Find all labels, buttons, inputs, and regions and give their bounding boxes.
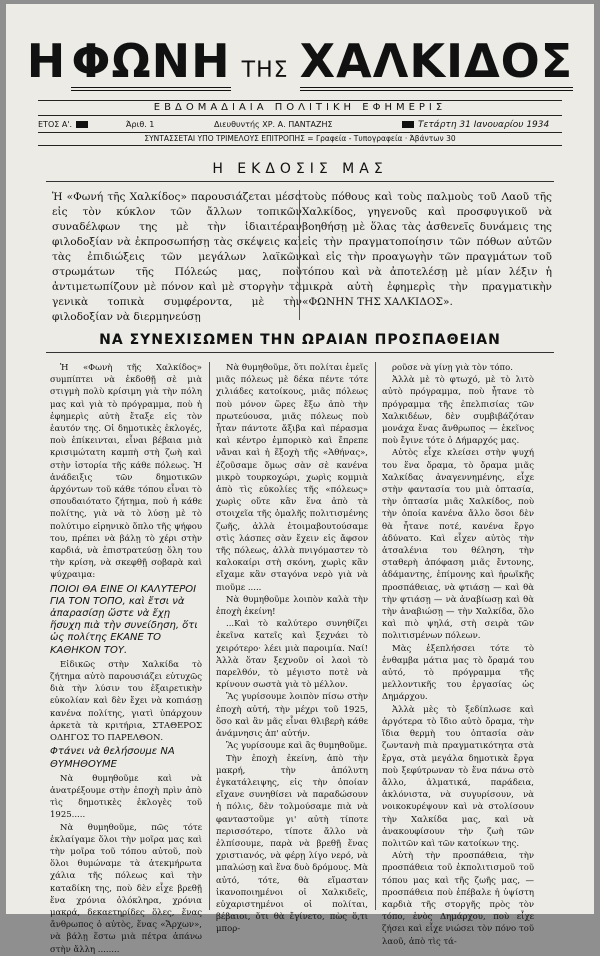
editorial-right-column: τοὺς πόθους καὶ τοὺς παλμοὺς τοῦ Λαοῦ τῆς Χαλκίδος, γηγενοῦς καὶ προσφυγικοῦ νὰ βοηθήσῃ μὲ ὅλας τὰς ἀσθενεῖς δυνάμεις της εἰς τὴν πραγματοποίησιν τῶν πόθων αὐτῶν καὶ εἰς τὴν προαγωγὴν τῶν πραγμάτων τοῦ τόπου καὶ νὰ ἀποτελέσῃ μὲ μίαν λέξιν ἡ μικρὰ αὐτὴ ἐφημερὶς τὴν πραγματικὴν «ΦΩΝΗΝ ΤΗΣ ΧΑΛΚΙΔΟΣ». [302, 191, 552, 308]
paragraph: ροῦσε νὰ γίνῃ γιὰ τὸν τόπο. [392, 363, 513, 373]
director: Διευθυντής ΧΡ. Α. ΠΑΝΤΑΖΗΣ [214, 120, 333, 129]
paragraph: Ἂς γυρίσουμε λοιπὸν πίσω στὴν ἐποχὴ αὐτή, τὴν μέχρι τοῦ 1925, ὅσο καὶ ἂν μᾶς εἶναι θλιβερὴ κάθε ἀνάμνησις ἀπ' αὐτήν. [216, 692, 368, 740]
article-column-2 [216, 362, 368, 936]
box-ornament-icon [402, 121, 414, 128]
paragraph: Αὐτὸς εἶχε κλείσει στὴν ψυχή του ἕνα ὄραμα, τὸ ὄραμα μιᾶς Χαλκίδας ἀναγεννημένης, εἶχε στὴν φαντασία του μιὰ ὁπτασία, τὴν ὀπτασία μιᾶς Χαλκίδος, ποὺ τὴν ὁποία κανένα ἄλλο ὅσοι δὲν θὰ ἦτανε ποτέ, κανένα ἔργο ἀδύνατο. Καὶ εἶχεν αὐτὸς τὴν ἀτσαλένια του θέληση, τὴν σταθερὴ ἀπόφαση μιᾶς ἔντονης, ἀδάμαντης, ἐπίμονης καὶ ἡρωϊκῆς προσπάθειας, νὰ φτιάσῃ — καὶ θὰ τὴν φτιάσῃ — νὰ ἀναβίωσῃ καὶ θὰ τὴν ἀναβιώσῃ — τὴν Χαλκίδα, ὅλο καὶ πιὸ ψηλά, στὴ σειρὰ τῶν πολιτισμένων πόλεων. [382, 448, 534, 642]
subtitle: ΕΒΔΟΜΑΔΙΑΙΑ ΠΟΛΙΤΙΚΗ ΕΦΗΜΕΡΙΣ [153, 102, 447, 113]
newspaper-page [6, 4, 594, 955]
divider [46, 181, 554, 182]
column-divider [209, 362, 210, 910]
paragraph: Ἂς γυρίσουμε καὶ ἂς θυμηθοῦμε. [226, 741, 368, 752]
editorial-left-column: Ἡ «Φωνή τῆς Χαλκίδος» παρουσιάζεται μέσα εἰς τὸν κύκλον τῶν ἄλλων τοπικῶν συναδέλφων της μὲ τὴν ἰδιαιτέραν φιλοδοξίαν νὰ ἐκπροσωπήσῃ τὰς σκέψεις καὶ τὰς ἐπιδιώξεις τῶν μεγάλων λαϊκῶν στρωμάτων τῆς Πόλεώς μας, ποὺ ἀντιμετωπίζουν μὲ πόνον καὶ μὲ στοργὴν τὰ γενικὰ τοπικὰ συμφέροντα, μὲ τὴν φιλοδοξίαν νὰ διερμηνεύσῃ [52, 191, 302, 323]
editorial-committee-line: ΣΥΝΤΑΣΣΕΤΑΙ ΥΠΟ ΤΡΙΜΕΛΟΥΣ ΕΠΙΤΡΟΠΗΣ = Γραφεία - Τυπογραφεία · Άβάντων 30 [38, 132, 562, 146]
masthead-word-1: Η [26, 34, 67, 88]
divider [46, 352, 554, 353]
paragraph: Εἰδικῶς στὴν Χαλκίδα τὸ ζήτημα αὐτὸ παρουσιάζει εὐτυχῶς διὰ τὴν λύσιν του ἐξαιρετικὴν εὐκολίαν καὶ δὲν ἔχει νὰ κοπιάσῃ κανένα πολίτης, γιατὶ ὑπάρχουν ἀρκετὰ τὰ κριτήρια, ΣΤΑΘΕΡΟΣ ΟΔΗΓΟΣ ΤΟ ΠΑΡΕΛΘΟΝ. [50, 659, 202, 744]
subtitle-bar [38, 100, 562, 116]
paragraph: Μὰς ἐξεπλήσσει τότε τὸ ἐνθαμβα μάτια μας τὸ ὄραμά του αὐτό, τὸ πρόγραμμα τῆς μελλοντικῆς του ἐργασίας ὡς Δημάρχου. [382, 643, 534, 703]
masthead-word-3: ΤΗΣ [241, 58, 289, 83]
paragraph: Νὰ θυμηθοῦμε, ὅτι πολίται ἐμεῖς μιᾶς πόλεως μὲ δέκα πέντε τότε χιλιάδες κατοίκους, μιᾶς πόλεως ποὺ μόνον ὥρες ἔξω ἀπὸ τὴν πρωτεύουσα, μιᾶς πόλεως ποὺ ἦταν πάντοτε ἄξιβα καὶ πέρασμα καὶ κέντρο ἐμπορικὸ καὶ ἔπρεπε νἄναι καὶ ἡ ἕξοχὴ τῆς «Ἀθήνας», ἐζοῦσαμε ὅμως σὰν σὲ κανένα μικρὸ τουρκοχώρι, χωρὶς κομμιὰ ἀπὸ τὶς εὐκολίες τῆς «πόλεως» χωρὶς οὔτε κἂν ἕνα ἀπὸ τὰ στοιχεῖα τῆς ὁμαλῆς πολιτισμένης ζωῆς, ἀλλὰ ἐτοιμαβουτούσαμε στὶς λάσπες σὰν ἔχειν εἰς ἄφσον τῆς πόλεως, ἀλλὰ πνιγόμαστεν τὸ καλοκαίρι στὴ σκόνη, χωρὶς κἂν εἴχαμε κἂν σταγόνα νερὸ γιὰ νὰ πιοῦμε ..... [216, 363, 368, 593]
article-column-3 [382, 362, 534, 948]
headline-editorial: Η ΕΚΔΟΣΙΣ ΜΑΣ [212, 161, 388, 177]
masthead-word-4: ΧΑΛΚΙΔΟΣ [300, 35, 574, 91]
article-column-1 [50, 362, 202, 956]
masthead [6, 34, 594, 102]
paragraph: ...Καὶ τὸ καλύτερο συνηθίζει ἐκεῖνα κατεῖς καὶ ξεχνάει τὸ χειρότερο· λέει μιὰ παροιμία. Ναί! Ἀλλὰ ὅταν ξεχνοῦν οἱ λαοὶ τὸ παρελθόν, τὸ μέγιστο ποτὲ νὰ κρίνουν σωστὰ γιὰ τὸ μέλλον. [216, 619, 368, 691]
column-divider [375, 362, 376, 910]
paragraph: Νὰ θυμηθοῦμε λοιπὸν καλὰ τὴν ἐποχὴ ἐκείνη! [216, 594, 368, 618]
headline-main-article: ΝΑ ΣΥΝΕΧΙΣΩΜΕΝ ΤΗΝ ΩΡΑΙΑΝ ΠΡΟΣΠΑΘΕΙΑΝ [99, 332, 501, 348]
paragraph: Νὰ θυμηθοῦμε, πῶς τότε ἐκλαίγαμε ὅλοι τὴν μοῖρα μας καὶ τὴν μοῖρα τοῦ τόπου αὐτοῦ, ποὺ ὅλοι θυμώναμε τὰ ἀτεκμήρωτα χάλια τῆς πόλεως καὶ τὴν καταδίκη της, ποὺ δὲν εἶχε βρεθῇ ἕνα χρόνια ὀλόκληρα, χρόνια μακρά, δεκαετηρίδες ὅλες, ἕνας ἄνθρωπος ὁ αὐτὸς, ἕνας «Ἄρχων», νὰ βάλῃ ἕστω μιὰ πέτρα ἀπάνω στὴν ἄλλη ........ [50, 822, 202, 955]
paragraph: Αὐτὴ τὴν προσπάθεια, τὴν προσπάθεια τοῦ ἐκπολιτισμοῦ τοῦ τόπου μας καὶ τῆς ζωῆς μας, — προσπάθεια ποὺ ἐπέβαλε ἡ ὑψίστη καρδιὰ τῆς στοργῆς πρὸς τὸν τόπο, ἑνὸς Δημάρχου, ποὺ εἶχε ζήσει καὶ εἶχε νιώσει τὸν πόνο τοῦ λαοῦ, ἀπὸ τὶς τά- [382, 851, 534, 947]
paragraph: Νὰ θυμηθοῦμε καὶ νὰ ἀνατρέξουμε στὴν ἐποχὴ πρὶν ἀπὸ τὶς δημοτικὲς ἐκλογὲς τοῦ 1925..... [50, 773, 202, 821]
highlight-paragraph: ΠΟΙΟΙ ΘΑ ΕΙΝΕ ΟΙ ΚΑΛΥΤΕΡΟΙ ΓΙΑ ΤΟΝ ΤΟΠΟ, καὶ ἔτσι νὰ ἀπαρασίσῃ ὥστε νὰ ἔχῃ ἥσυχη πιὰ τὴν συνείδηση, ὅτι ὡς πολίτης ΕΚΑΝΕ ΤΟ ΚΑΘΗΚΟΝ ΤΟΥ. [50, 583, 198, 656]
paragraph: Ἀλλὰ μὲ τὸ φτωχό, μὲ τὸ λιτὸ αὐτὸ πρόγραμμα, ποὺ ἦτανε τὸ πρόγραμμα τῆς ἐπελπισίας τῶν Χαλκιδέων, δὲν συμβιβάζόταν μονάχα ἕνας ἄνθρωπος — ἐκεῖνος ποὺ ἔγινε τότε ὁ Δήμαρχός μας. [382, 375, 534, 447]
highlight-paragraph: Φτάνει νὰ θελήσουμε ΝΑ ΘΥΜΗΘΟΥΜΕ [50, 746, 175, 770]
paragraph: Ἡ «Φωνὴ τῆς Χαλκίδος» συμπίπτει νὰ ἐκδοθῇ σὲ μιὰ στιγμὴ πολὺ κρίσιμη γιὰ τὴν πόλη μας καὶ γιὰ τὸ πρόγραμμα, ποὺ ἡ ἐφημερὶς αὐτὴ ἔταξε εἰς τὸν ἑαυτόν της. Οἱ δημοτικὲς ἐκλογές, ποὺ ἐπίκεινται, εἶναι βέβαια μιὰ κρισιμώτατη καμπὴ στὴ ζωὴ καὶ στὴν ἱστορία τῆς κάθε πόλεως. Ἡ ἀνάδειξις τῶν δημοτικῶν ἀρχόντων τοῦ κάθε τόπου εἶναι τὸ σπουδαιότατο ζήτημα, ποὺ ἡ κάθε πολίτης, γιὰ νὰ τὸ λύσῃ μὲ τὸ πολύτιμο εἰρηνικὸ ὅπλο τῆς ψήφου του, πρέπει νὰ βάλῃ τὸ χέρι στὴν καρδιά, νὰ ἐπιστρατεύσῃ ὅλη του τὴν κρίση, νὰ σκεφθῇ σοβαρὰ καὶ ψύχραιμα: [50, 363, 202, 581]
masthead-word-2: ΦΩΝΗ [71, 35, 230, 91]
paragraph: Ἀλλὰ μὲς τὸ ξεδίπλωσε καὶ ἀργότερα τὸ ἴδιο αὐτὸ ὄραμα, τὴν ἴδια θερμὴ του ὀπτασία σὰν ζωντανὴ πιὰ πραγματικότητα στὰ ἔργα, στὰ μεγάλα δημοτικὰ ἔργα ποὺ ξεφύτρωναν τὸ ἕνα πάνω στὸ ἄλλο, ἁλματικά, παράδεια, ἀκλόνιστα, νὰ συγυρίσουν, νὰ νοικοκυρέψουν καὶ νὰ στολίσουν τὴν Χαλκίδα μας, καὶ νὰ ἀνακουφίσουν τὴν ζωὴ τῶν πολιτῶν καὶ τῶν κατοίκων της. [382, 704, 534, 849]
issue-number: Άριθ. 1 [126, 120, 155, 129]
issue-info-line [38, 118, 562, 132]
date-line: Τετάρτη 31 Ιανουαρίου 1934 [398, 120, 549, 130]
column-divider [299, 190, 300, 320]
box-ornament-icon [76, 121, 88, 128]
paragraph: Τὴν ἐποχὴ ἐκείνη, ἀπὸ τὴν μακρή, τὴν ἀπόλυτη ἐγκατάλειψης, εἰς τὴν ὁποίαν εἴχανε συνηθίσει νὰ παραδώσουν ἡ πόλις, δὲν τολμούσαμε πιὰ νὰ φανταστοῦμε γι' αὐτὴ τίποτε περισσότερο, τίποτε ἄλλο νὰ ἐλπίσουμε, παρὰ νὰ βρεθῇ ἕνας χριστιανός, νὰ φέρῃ λίγο νερό, νὰ μπαλώσῃ καὶ ἕνα δυὸ δρόμους. Μὰ αὐτό, τότε, θὰ εἴμασταν ἱκανοποιημένοι οἱ Χαλκιδεῖς, εὐχαριστημένοι οἱ πολίται, βέβαιοι, ὅτι θὰ ἔγίνετο, πὼς ὅ,τι μπορ- [216, 753, 368, 935]
year-label: ΕΤΟΣ Α'. [38, 120, 92, 129]
